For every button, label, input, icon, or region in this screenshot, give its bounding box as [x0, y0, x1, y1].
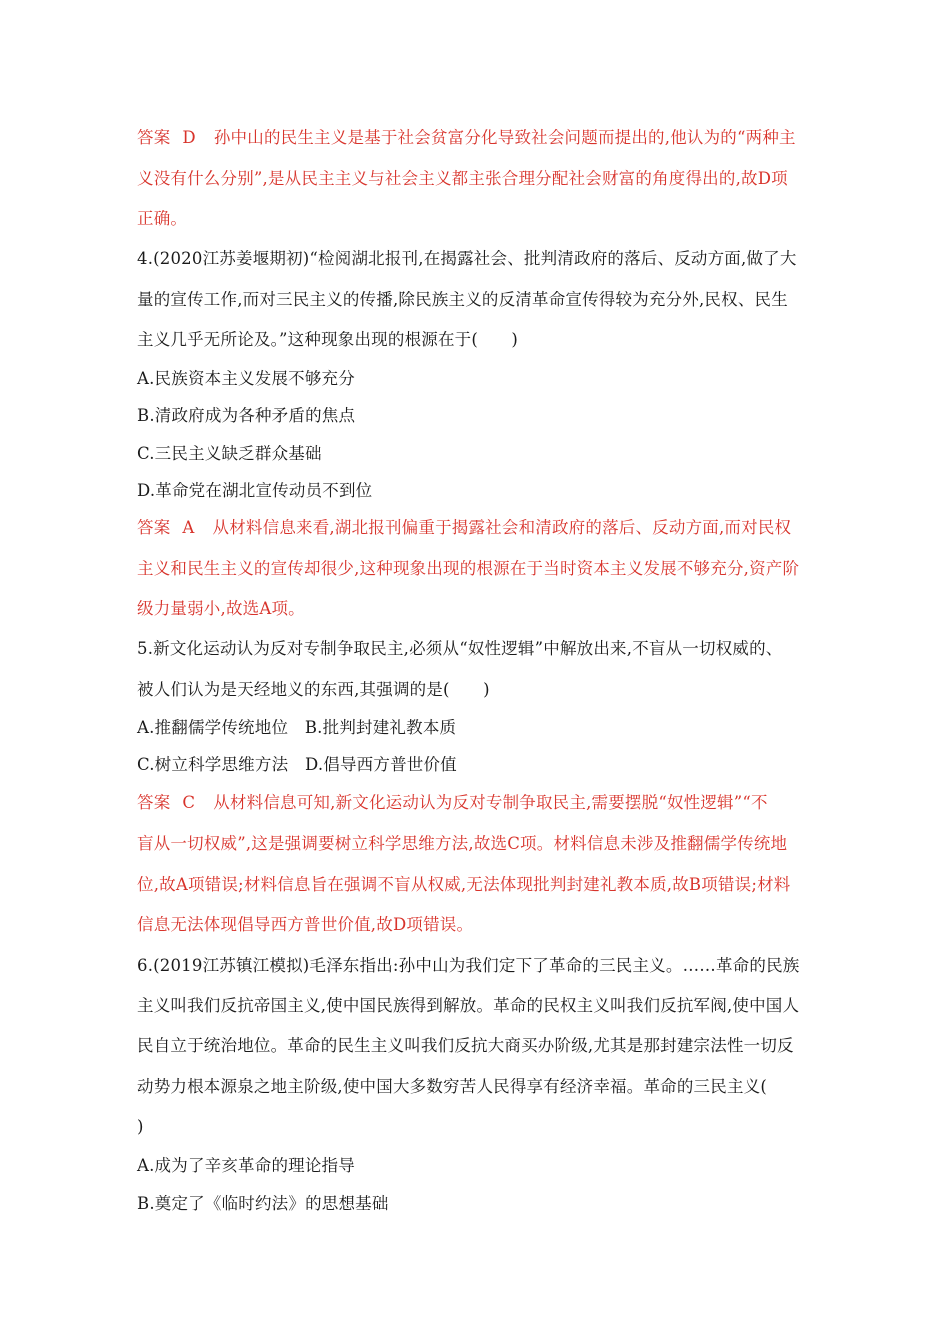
question-line: 动势力根本源泉之地主阶级,使中国大多数穷苦人民得享有经济幸福。革命的三民主义(: [137, 1077, 767, 1096]
answer-line: [137, 792, 768, 814]
answer-label: 答案: [137, 518, 171, 537]
answer-line: 义没有什么分别”,是从民主主义与社会主义都主张合理分配社会财富的角度得出的,故D项: [137, 169, 788, 188]
answer-line: 正确。: [137, 209, 188, 228]
question-line: 主义几乎无所论及。”这种现象出现的根源在于( ): [137, 330, 519, 349]
option-c: C.三民主义缺乏群众基础: [137, 444, 322, 463]
option-b: B.清政府成为各种矛盾的焦点: [137, 406, 356, 425]
answer-letter: A: [182, 518, 195, 537]
answer-line: [137, 127, 796, 149]
question-line: 4.(2020江苏姜堰期初)“检阅湖北报刊,在揭露社会、批判清政府的落后、反动方面,做了大: [137, 249, 797, 268]
answer-text: 从材料信息来看,湖北报刊偏重于揭露社会和清政府的落后、反动方面,而对民权: [212, 518, 792, 537]
answer-text: 从材料信息可知,新文化运动认为反对专制争取民主,需要摆脱“奴性逻辑”“不: [213, 793, 768, 812]
answer-line: 盲从一切权威”,这是强调要树立科学思维方法,故选C项。材料信息未涉及推翻儒学传统地: [137, 834, 788, 853]
question-line: 5.新文化运动认为反对专制争取民主,必须从“奴性逻辑”中解放出来,不盲从一切权威的、: [137, 639, 783, 658]
answer-label: 答案: [137, 793, 171, 812]
answer-line: 级力量弱小,故选A项。: [137, 599, 305, 618]
question-line: 6.(2019江苏镇江模拟)毛泽东指出:孙中山为我们定下了革命的三民主义。……革命的民族: [137, 956, 800, 975]
option-b: B.奠定了《临时约法》的思想基础: [137, 1194, 389, 1213]
answer-line: [137, 517, 791, 539]
question-line: 主义叫我们反抗帝国主义,使中国民族得到解放。革命的民权主义叫我们反抗军阀,使中国人: [137, 996, 800, 1015]
question-line: ): [137, 1117, 144, 1136]
question-line: 量的宣传工作,而对三民主义的传播,除民族主义的反清革命宣传得较为充分外,民权、民生: [137, 290, 788, 309]
question-line: 被人们认为是天经地义的东西,其强调的是( ): [137, 680, 490, 699]
option-a: A.民族资本主义发展不够充分: [137, 369, 355, 388]
option-row-cd: C.树立科学思维方法 D.倡导西方普世价值: [137, 755, 457, 774]
option-a: A.成为了辛亥革命的理论指导: [137, 1156, 355, 1175]
answer-line: 信息无法体现倡导西方普世价值,故D项错误。: [137, 915, 474, 934]
answer-label: 答案: [137, 128, 171, 147]
option-row-ab: A.推翻儒学传统地位 B.批判封建礼教本质: [137, 718, 457, 737]
answer-text: 孙中山的民生主义是基于社会贫富分化导致社会问题而提出的,他认为的“两种主: [213, 128, 796, 147]
question-line: 民自立于统治地位。革命的民生主义叫我们反抗大商买办阶级,尤其是那封建宗法性一切反: [137, 1036, 794, 1055]
answer-line: 主义和民生主义的宣传却很少,这种现象出现的根源在于当时资本主义发展不够充分,资产阶: [137, 559, 800, 578]
option-d: D.革命党在湖北宣传动员不到位: [137, 481, 373, 500]
answer-letter: D: [182, 128, 196, 147]
answer-line: 位,故A项错误;材料信息旨在强调不盲从权威,无法体现批判封建礼教本质,故B项错误;材料: [137, 875, 791, 894]
answer-letter: C: [182, 793, 196, 812]
